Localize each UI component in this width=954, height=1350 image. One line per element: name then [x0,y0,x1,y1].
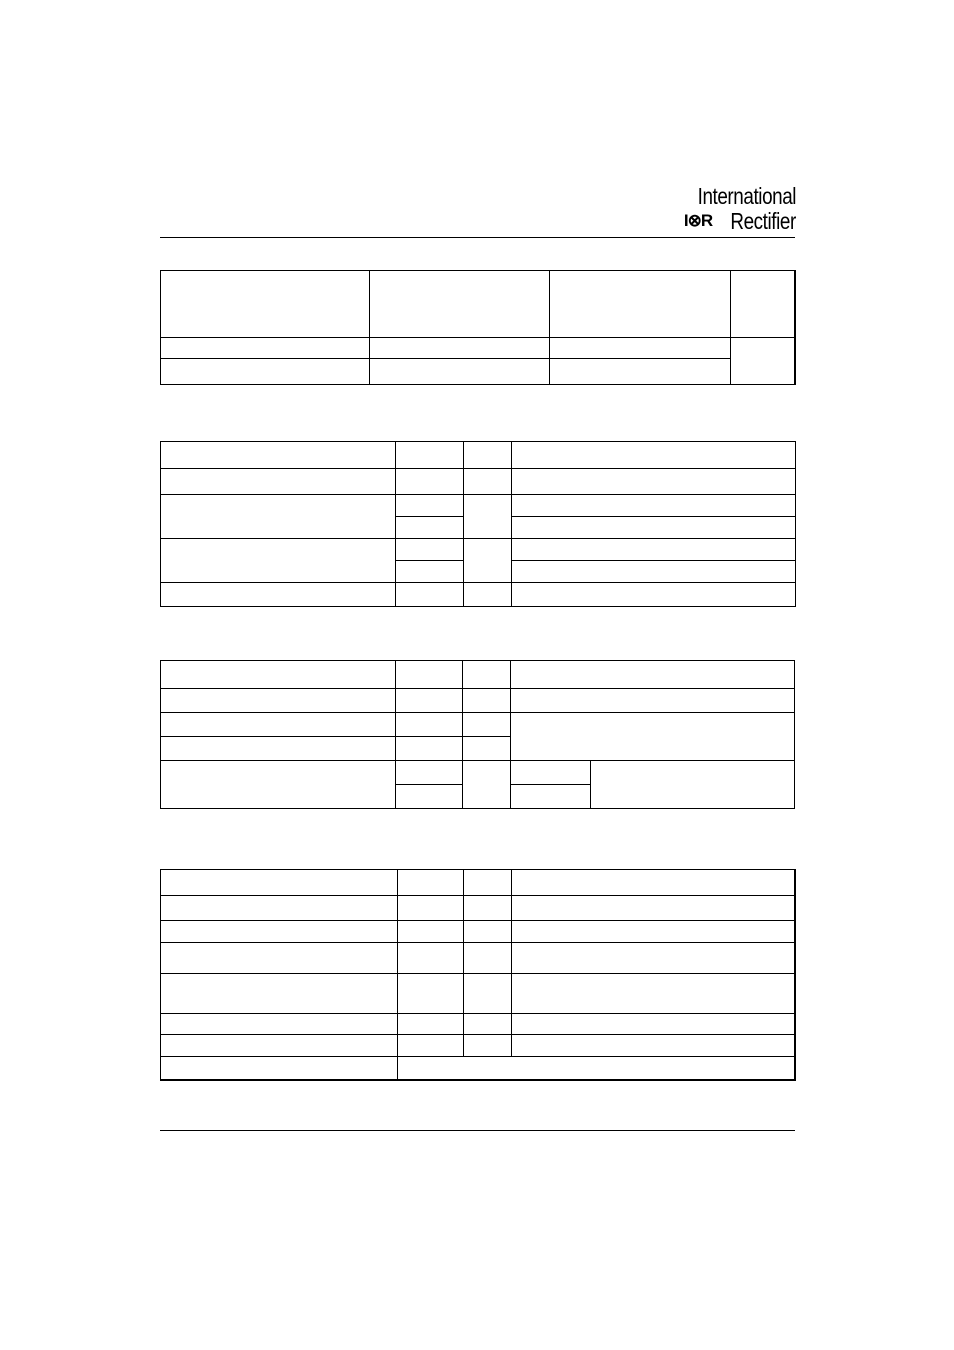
brand-name-row [676,209,796,233]
footer-rule [160,1130,795,1131]
table-4-frame [160,869,796,1081]
header-rule [160,237,795,238]
table-1-frame [160,270,796,385]
table-3-frame [160,660,795,809]
brand-name-rectifier: Rectifier [730,208,796,234]
ior-logo-icon: I⊗R [683,211,713,230]
brand-logo [676,184,796,233]
brand-name-international: International [697,183,796,209]
